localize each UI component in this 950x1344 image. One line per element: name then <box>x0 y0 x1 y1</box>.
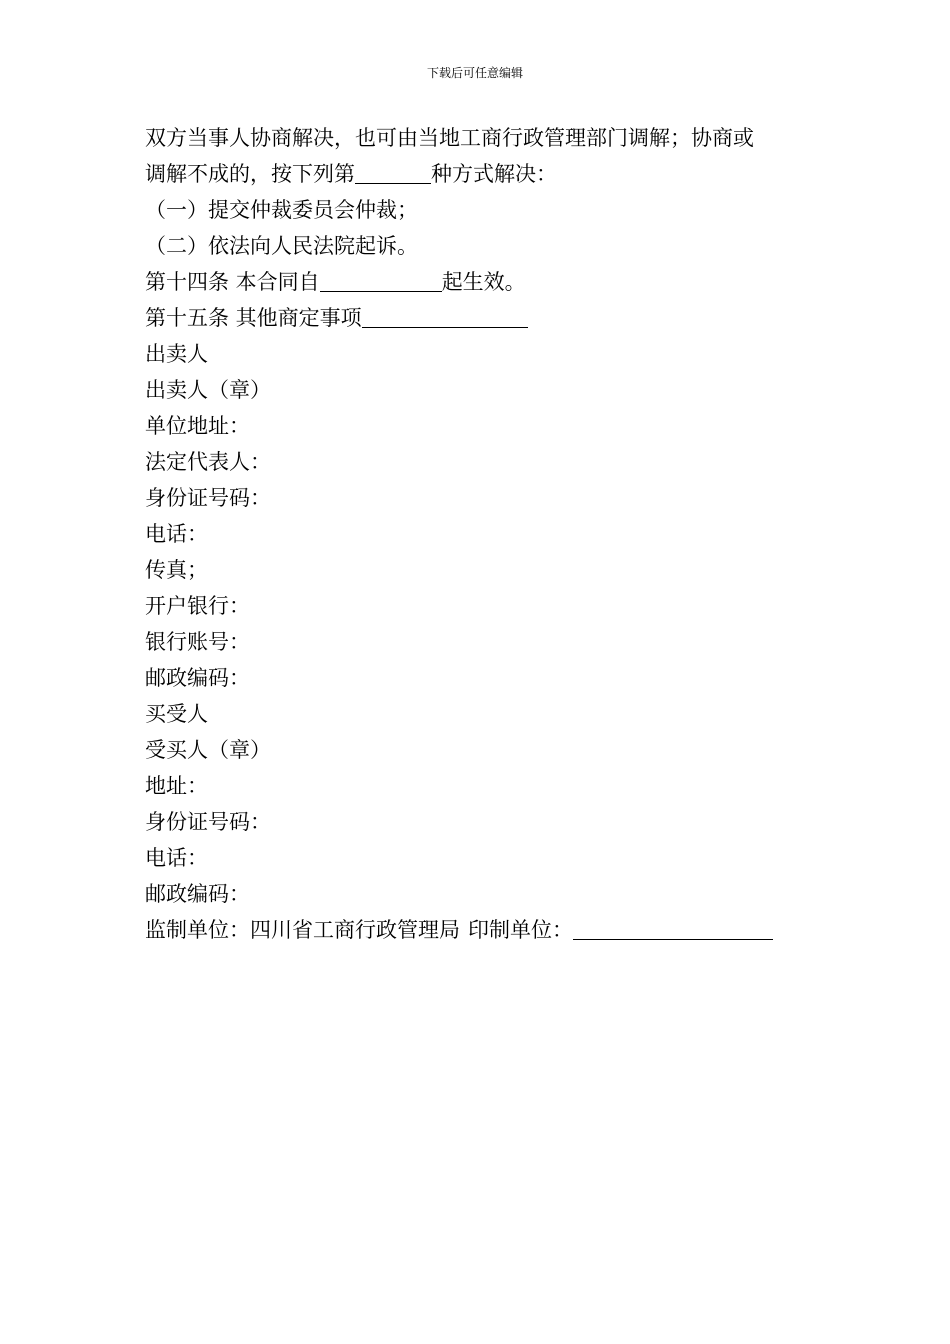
printer-label: 印制单位： <box>468 918 573 942</box>
option-arbitration: （一）提交仲裁委员会仲裁； <box>145 198 418 222</box>
footer-line <box>145 912 825 948</box>
seller-id-number: 身份证号码： <box>145 486 271 510</box>
page-header: 下载后可任意编辑 <box>426 66 523 80</box>
buyer-id-number: 身份证号码： <box>145 810 271 834</box>
article-15-label: 第十五条 其他商定事项 <box>145 306 362 330</box>
option-litigation: （二）依法向人民法院起诉。 <box>145 234 418 258</box>
buyer-title: 买受人 <box>145 702 208 726</box>
seller-address: 单位地址： <box>145 414 250 438</box>
seller-phone: 电话： <box>145 522 208 546</box>
seller-bank: 开户银行： <box>145 594 250 618</box>
supervisor-label: 监制单位：四川省工商行政管理局 <box>145 918 460 942</box>
article-14-line <box>145 264 825 300</box>
buyer-phone: 电话： <box>145 846 208 870</box>
seller-seal: 出卖人（章） <box>145 378 271 402</box>
article-15-line <box>145 300 825 336</box>
seller-legal-rep: 法定代表人： <box>145 450 271 474</box>
effective-date-blank[interactable] <box>320 269 442 292</box>
buyer-seal: 受买人（章） <box>145 738 271 762</box>
seller-fax: 传真； <box>145 558 208 582</box>
dispute-method-blank[interactable] <box>355 161 431 184</box>
dispute-method-line <box>145 156 825 192</box>
article-14-suffix: 起生效。 <box>441 270 526 294</box>
dispute-method-label: 调解不成的，按下列第 <box>145 162 355 186</box>
buyer-address: 地址： <box>145 774 208 798</box>
seller-title: 出卖人 <box>145 342 208 366</box>
article-14-label: 第十四条 本合同自 <box>145 270 320 294</box>
seller-account: 银行账号： <box>145 630 250 654</box>
other-matters-blank[interactable] <box>362 305 528 328</box>
document-body <box>145 120 825 948</box>
seller-postcode: 邮政编码： <box>145 666 250 690</box>
printer-blank[interactable] <box>573 917 773 940</box>
dispute-method-suffix: 种方式解决： <box>431 162 557 186</box>
buyer-postcode: 邮政编码： <box>145 882 250 906</box>
dispute-clause-line: 双方当事人协商解决，也可由当地工商行政管理部门调解；协商或 <box>145 126 754 150</box>
